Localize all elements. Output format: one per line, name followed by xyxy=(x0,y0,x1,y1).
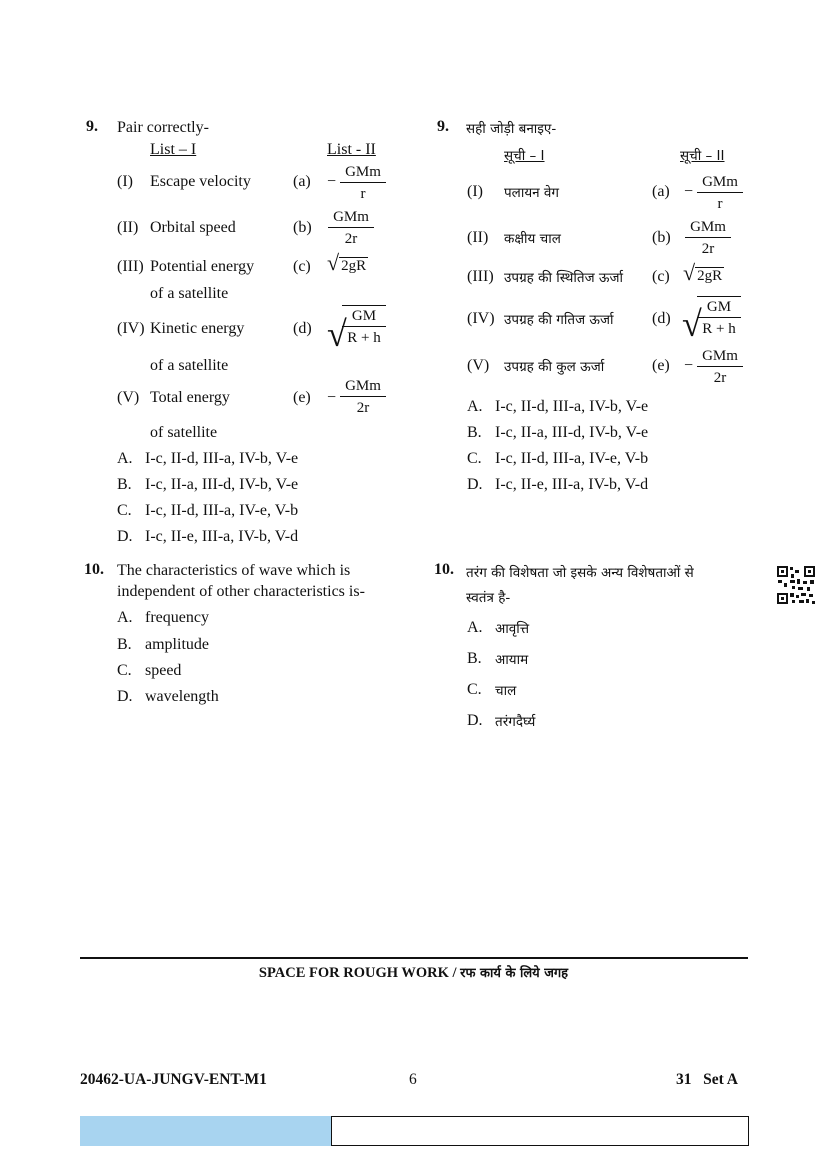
minus-sign: − xyxy=(684,183,694,200)
denominator: R + h xyxy=(702,321,736,337)
option-d-text: wavelength xyxy=(145,688,219,705)
item-text: Kinetic energy xyxy=(150,320,245,337)
item-text: Total energy xyxy=(150,389,230,406)
radical-sign: √ xyxy=(682,304,702,344)
numerator: GMm xyxy=(328,207,374,228)
item-letter: (e) xyxy=(652,357,670,374)
rough-work-label xyxy=(0,963,827,982)
option-c-label: C. xyxy=(117,662,132,679)
question-number: 10. xyxy=(434,561,454,578)
numerator: GMm xyxy=(697,346,743,367)
fraction-e xyxy=(697,346,743,389)
list-2-header: सूची – II xyxy=(680,148,725,164)
page-number: 6 xyxy=(409,1071,417,1088)
minus-sign: − xyxy=(327,173,337,190)
option-a-text: I-c, II-d, III-a, IV-b, V-e xyxy=(145,450,299,467)
item-text: पलायन वेग xyxy=(504,185,560,201)
rough-work-divider xyxy=(80,957,748,959)
item-roman: (III) xyxy=(467,268,494,285)
denominator: 2r xyxy=(356,400,370,416)
item-roman: (I) xyxy=(467,183,483,200)
option-b-label: B. xyxy=(117,636,132,653)
item-roman: (I) xyxy=(117,173,133,190)
item-roman: (III) xyxy=(117,258,144,275)
option-c-text: I-c, II-d, III-a, IV-e, V-b xyxy=(495,450,649,467)
option-a-text: I-c, II-d, III-a, IV-b, V-e xyxy=(495,398,649,415)
item-letter: (a) xyxy=(652,183,670,200)
question-number: 9. xyxy=(86,118,98,135)
rough-work-label-hi: रफ कार्य के लिये जगह xyxy=(460,966,569,981)
option-b-label: B. xyxy=(117,476,132,493)
option-a-label: A. xyxy=(467,398,483,415)
numerator: GM xyxy=(697,297,741,318)
list-1-header: List – I xyxy=(150,141,197,158)
item-letter: (c) xyxy=(652,268,670,285)
footer-box xyxy=(331,1116,749,1146)
fraction-d xyxy=(697,296,741,340)
question-line-2: स्वतंत्र है- xyxy=(466,590,511,606)
qr-code-icon xyxy=(776,565,816,605)
option-c-text: चाल xyxy=(495,683,517,699)
radical-sign: √ xyxy=(683,260,696,285)
rough-work-label-en: SPACE FOR ROUGH WORK / xyxy=(258,965,461,981)
denominator: R + h xyxy=(347,330,381,346)
item-text-continued: of satellite xyxy=(150,424,218,441)
option-b-text: I-c, II-a, III-d, IV-b, V-e xyxy=(495,424,649,441)
option-a-label: A. xyxy=(467,619,483,636)
numerator: GMm xyxy=(340,376,386,397)
minus-sign: − xyxy=(327,389,337,406)
question-line-1: तरंग की विशेषता जो इसके अन्य विशेषताओं से xyxy=(466,565,694,581)
radical-sign: √ xyxy=(327,314,347,354)
option-d-text: तरंगदैर्घ्य xyxy=(495,714,536,730)
numerator: GMm xyxy=(697,172,743,193)
option-c-label: C. xyxy=(467,681,482,698)
question-line-1: The characteristics of wave which is xyxy=(117,562,351,579)
option-a-text: frequency xyxy=(145,609,209,626)
paper-code: 20462-UA-JUNGV-ENT-M1 xyxy=(80,1071,267,1088)
option-b-text: आयाम xyxy=(495,652,529,668)
minus-sign: − xyxy=(684,357,694,374)
item-letter: (d) xyxy=(293,320,312,337)
numerator: GM xyxy=(342,306,386,327)
footer-color-bar xyxy=(80,1116,331,1146)
sqrt-c xyxy=(683,262,724,285)
option-d-label: D. xyxy=(117,528,133,545)
fraction-d xyxy=(342,305,386,349)
item-text: Potential energy xyxy=(150,258,255,275)
item-roman: (V) xyxy=(467,357,490,374)
denominator: r xyxy=(360,186,366,202)
set-label: 31 Set A xyxy=(676,1071,738,1088)
option-a-label: A. xyxy=(117,450,133,467)
item-text: उपग्रह की कुल ऊर्जा xyxy=(504,359,605,375)
denominator: 2r xyxy=(701,241,715,257)
option-b-label: B. xyxy=(467,650,482,667)
list-1-header: सूची – I xyxy=(504,148,545,164)
item-roman: (IV) xyxy=(467,310,495,327)
option-c-text: speed xyxy=(145,662,182,679)
item-letter: (e) xyxy=(293,389,311,406)
item-text: उपग्रह की स्थितिज ऊर्जा xyxy=(504,270,624,286)
fraction-e xyxy=(340,376,386,419)
radicand: 2gR xyxy=(697,268,723,284)
option-d-text: I-c, II-e, III-a, IV-b, V-d xyxy=(145,528,299,545)
list-2-header: List - II xyxy=(327,141,376,158)
fraction-b xyxy=(328,207,374,250)
option-d-label: D. xyxy=(117,688,133,705)
numerator: GMm xyxy=(340,162,386,183)
item-text-continued: of a satellite xyxy=(150,357,229,374)
item-roman: (II) xyxy=(117,219,139,236)
option-c-label: C. xyxy=(117,502,132,519)
denominator: 2r xyxy=(713,370,727,386)
denominator: 2r xyxy=(344,231,358,247)
option-c-text: I-c, II-d, III-a, IV-e, V-b xyxy=(145,502,299,519)
sqrt-c xyxy=(327,252,368,275)
item-letter: (d) xyxy=(652,310,671,327)
item-text: Escape velocity xyxy=(150,173,251,190)
option-d-label: D. xyxy=(467,712,483,729)
denominator: r xyxy=(717,196,723,212)
fraction-a xyxy=(340,162,386,205)
option-c-label: C. xyxy=(467,450,482,467)
option-b-label: B. xyxy=(467,424,482,441)
item-letter: (b) xyxy=(652,229,671,246)
item-text: Orbital speed xyxy=(150,219,236,236)
numerator: GMm xyxy=(685,217,731,238)
option-a-label: A. xyxy=(117,609,133,626)
option-d-label: D. xyxy=(467,476,483,493)
option-b-text: amplitude xyxy=(145,636,209,653)
item-text-continued: of a satellite xyxy=(150,285,229,302)
question-line-2: independent of other characteristics is- xyxy=(117,583,365,600)
option-a-text: आवृत्ति xyxy=(495,621,530,637)
fraction-b xyxy=(685,217,731,260)
item-letter: (b) xyxy=(293,219,312,236)
radical-sign: √ xyxy=(327,250,340,275)
item-roman: (IV) xyxy=(117,320,145,337)
fraction-a xyxy=(697,172,743,215)
radicand: 2gR xyxy=(341,258,367,274)
item-text: कक्षीय चाल xyxy=(504,231,561,247)
item-text: उपग्रह की गतिज ऊर्जा xyxy=(504,312,614,328)
question-number: 10. xyxy=(84,561,104,578)
item-roman: (II) xyxy=(467,229,489,246)
question-number: 9. xyxy=(437,118,449,135)
option-b-text: I-c, II-a, III-d, IV-b, V-e xyxy=(145,476,299,493)
option-d-text: I-c, II-e, III-a, IV-b, V-d xyxy=(495,476,649,493)
item-letter: (a) xyxy=(293,173,311,190)
question-prompt: Pair correctly- xyxy=(117,119,209,136)
item-letter: (c) xyxy=(293,258,311,275)
item-roman: (V) xyxy=(117,389,140,406)
question-prompt: सही जोड़ी बनाइए- xyxy=(466,121,557,137)
